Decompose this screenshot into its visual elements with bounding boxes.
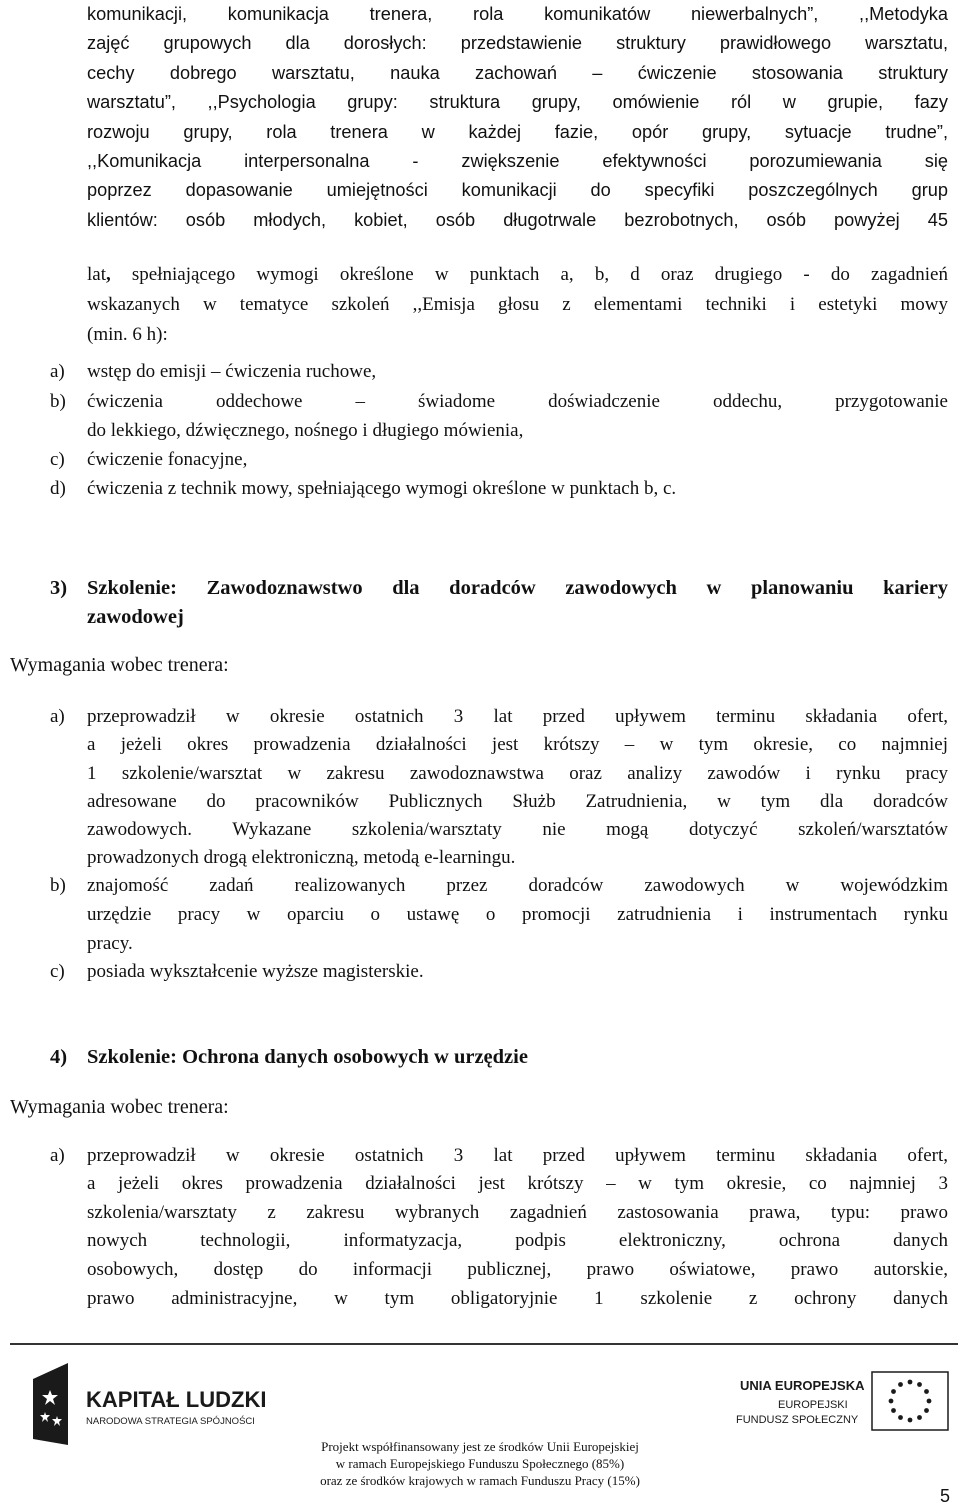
section-3-requirements-label: Wymagania wobec trenera: (10, 654, 229, 676)
eu-logo-line3: FUNDUSZ SPOŁECZNY (736, 1414, 859, 1426)
intro-line: rozwoju grupy, rola trenera w każdej fazie, opór grupy, sytuacje trudne”, (87, 121, 948, 142)
eu-star-icon (891, 1389, 896, 1394)
footer-text (250, 1438, 710, 1489)
eu-star-icon (908, 1418, 913, 1423)
page-number: 5 (939, 1486, 950, 1506)
eu-star-icon (927, 1399, 932, 1404)
eu-logo-line2: EUROPEJSKI (778, 1399, 848, 1411)
logo-title: KAPITAŁ LUDZKI (86, 1387, 267, 1412)
intro-line-9 (87, 260, 948, 289)
intro-paragraph (87, 0, 948, 235)
eu-logo-line1: UNIA EUROPEJSKA (740, 1378, 865, 1393)
intro-line: cechy dobrego warsztatu, nauka zachowań – ćwiczenie stosowania struktury (87, 62, 948, 83)
intro-line-10: wskazanych w tematyce szkoleń ,,Emisja głosu z elementami techniki i estetyki mowy (87, 294, 948, 315)
kapital-ludzki-logo (28, 1357, 278, 1453)
intro-line: zajęć grupowych dla dorosłych: przedstawienie struktury prawidłowego warsztatu, (87, 33, 948, 54)
eu-star-icon (891, 1408, 896, 1413)
logo-subtitle: NARODOWA STRATEGIA SPÓJNOŚCI (86, 1416, 255, 1427)
footer-text-line: Projekt współfinansowany jest ze środków Unii Europejskiej (321, 1439, 639, 1454)
intro-line-11: (min. 6 h): (87, 324, 168, 345)
intro-line: warsztatu”, ,,Psychologia grupy: struktura grupy, omówienie ról w grupie, fazy (87, 92, 948, 113)
section-4-requirements-label: Wymagania wobec trenera: (10, 1096, 229, 1118)
intro-lat: lat (87, 264, 106, 285)
footer-text-line: w ramach Europejskiego Funduszu Społecznego (85%) (335, 1456, 625, 1471)
intro-line: ,,Komunikacja interpersonalna - zwiększenie efektywności porozumiewania się (87, 151, 948, 172)
footer-divider (10, 1343, 958, 1345)
eu-star-icon (917, 1415, 922, 1420)
footer-text-line: oraz ze środków krajowych w ramach Funduszu Pracy (15%) (320, 1473, 640, 1488)
eu-star-icon (898, 1382, 903, 1387)
intro-line9-rest: spełniającego wymogi określone w punktach a, b, d oraz drugiego - do zagadnień (110, 264, 948, 285)
eu-logo (730, 1368, 950, 1446)
eu-star-icon (924, 1389, 929, 1394)
intro-lat-comma: , (106, 264, 111, 285)
eu-star-icon (898, 1415, 903, 1420)
eu-star-icon (917, 1382, 922, 1387)
intro-line: poprzez dopasowanie umiejętności komunikacji do specyfiki poszczególnych grup (87, 180, 948, 201)
eu-star-icon (924, 1408, 929, 1413)
intro-line: komunikacji, komunikacja trenera, rola komunikatów niewerbalnych”, ,,Metodyka (87, 4, 948, 24)
intro-line: klientów: osób młodych, kobiet, osób długotrwale bezrobotnych, osób powyżej 45 (87, 209, 948, 230)
eu-star-icon (889, 1399, 894, 1404)
logo-flag-shape (33, 1363, 68, 1445)
eu-star-icon (908, 1380, 913, 1385)
